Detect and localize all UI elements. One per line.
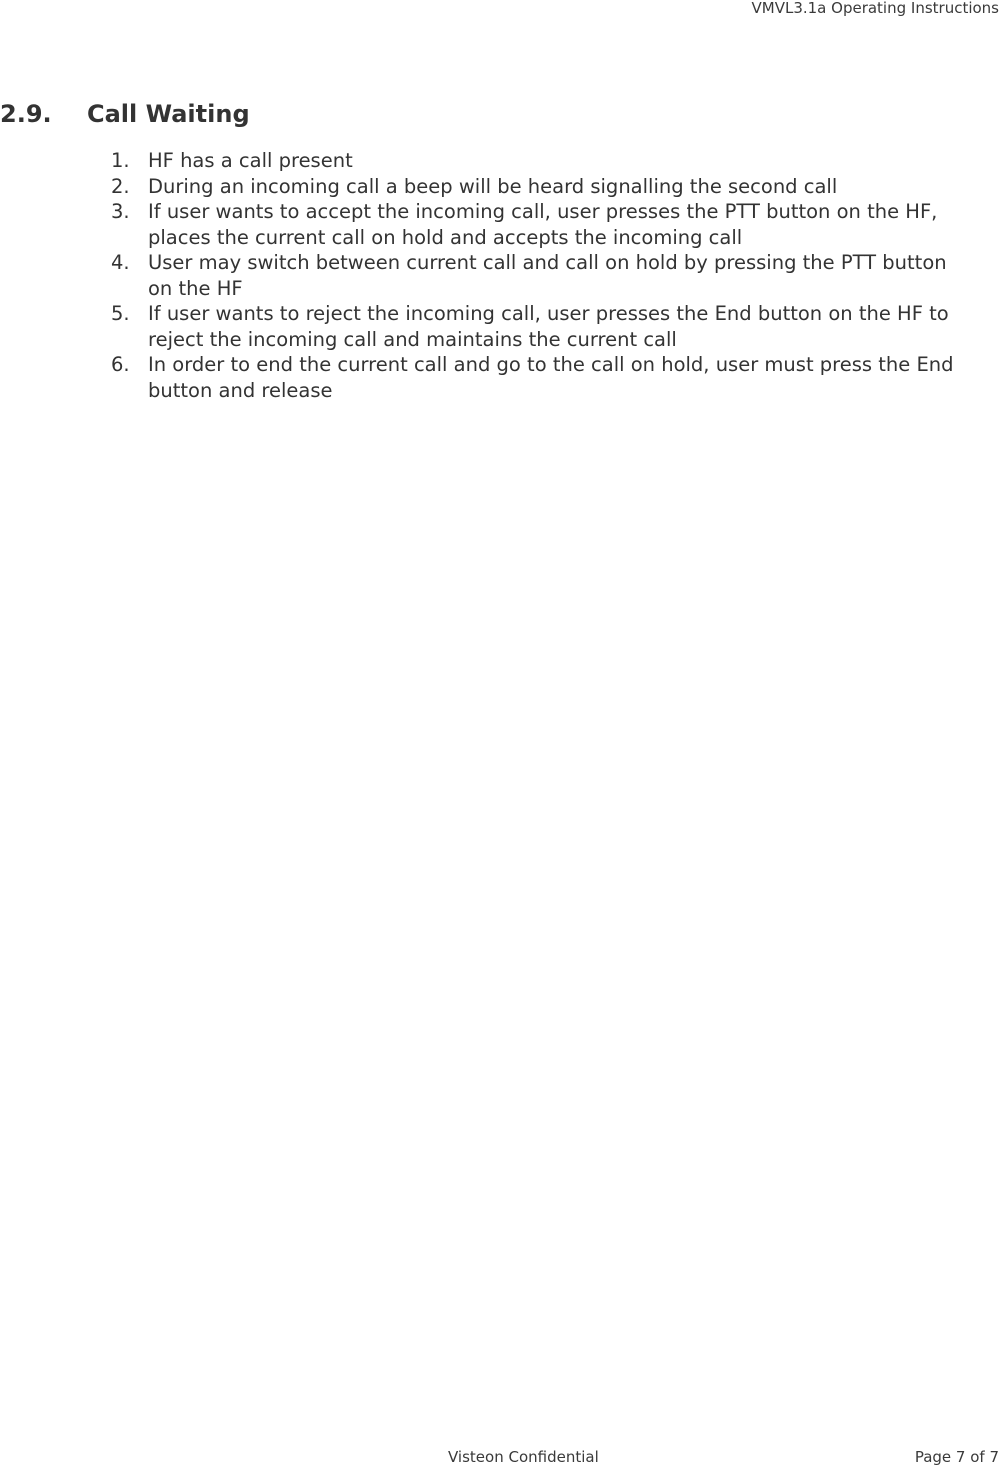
call-waiting-steps-list <box>0 148 1001 403</box>
confidentiality-notice: Visteon Confidential <box>448 1448 599 1466</box>
step-text: If user wants to reject the incoming call, user presses the End button on the HF to reject the incoming call and maintains the current call <box>148 302 949 351</box>
step-number: 6. <box>111 353 130 376</box>
section-number: 2.9. <box>0 100 52 128</box>
step-text: User may switch between current call and call on hold by pressing the PTT button on the HF <box>148 251 947 300</box>
list-item <box>0 352 1001 403</box>
document-footer <box>0 1447 1001 1467</box>
list-item <box>0 199 1001 250</box>
step-text: HF has a call present <box>148 149 353 172</box>
step-number: 2. <box>111 174 130 198</box>
step-number: 1. <box>111 149 130 172</box>
section-heading <box>0 99 250 129</box>
list-item <box>0 174 1001 200</box>
document-header-title: VMVL3.1a Operating Instructions <box>751 0 999 17</box>
step-text: If user wants to accept the incoming call, user presses the PTT button on the HF, places the current call on hold and accepts the incoming call <box>148 200 938 249</box>
step-text: During an incoming call a beep will be heard signalling the second call <box>148 174 838 198</box>
list-item <box>0 301 1001 352</box>
step-number: 5. <box>111 302 130 325</box>
step-text: In order to end the current call and go to the call on hold, user must press the End button and release <box>148 353 954 402</box>
step-number: 3. <box>111 200 130 223</box>
list-item <box>0 250 1001 301</box>
page-number: Page 7 of 7 <box>914 1448 999 1466</box>
step-number: 4. <box>111 251 130 274</box>
list-item <box>0 148 1001 174</box>
section-title: Call Waiting <box>87 100 250 128</box>
